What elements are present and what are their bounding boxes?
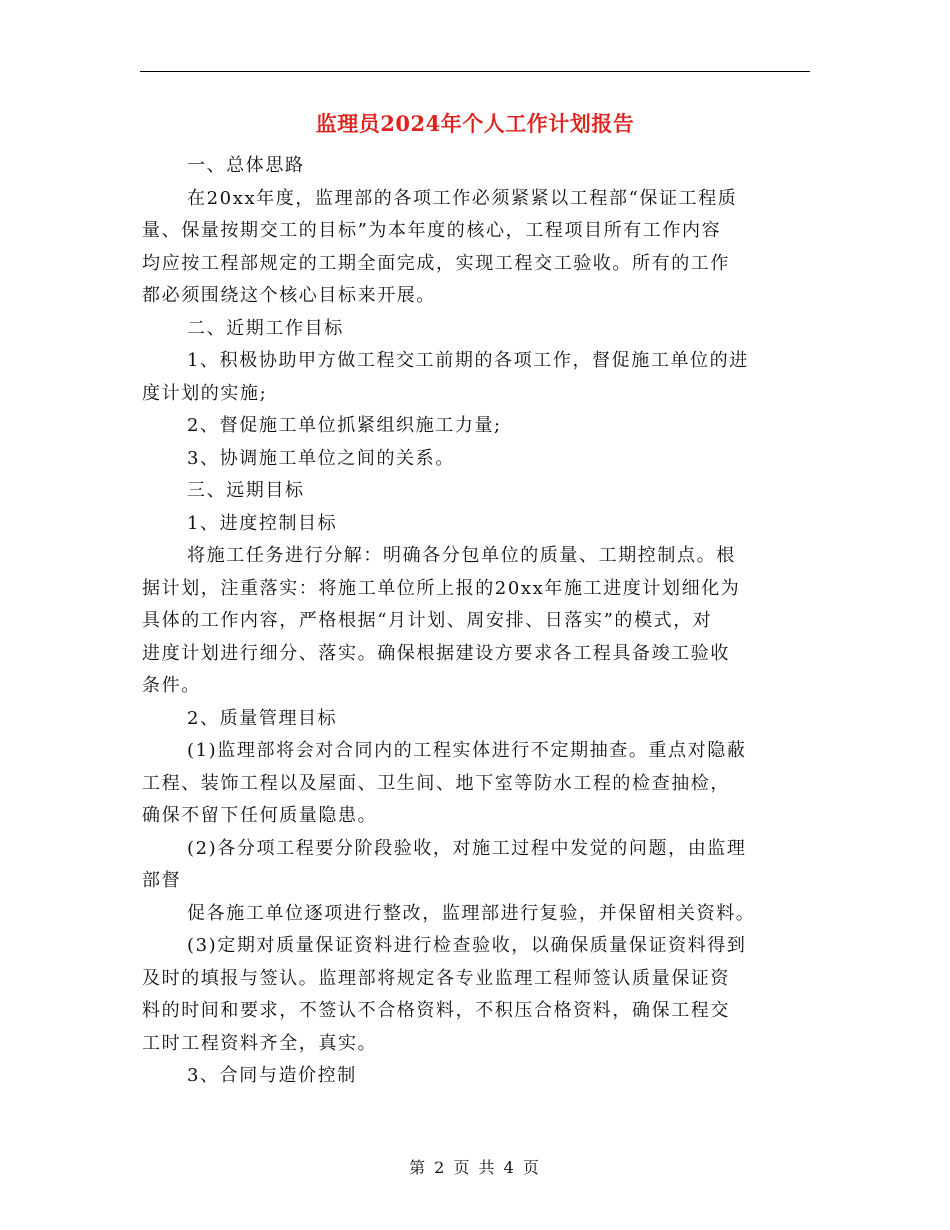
text-line: 促各施工单位逐项进行整改，监理部进行复验，并保留相关资料。 xyxy=(187,902,756,924)
text-line: 三、远期目标 xyxy=(187,480,305,501)
text-line: 均应按工程部规定的工期全面完成，实现工程交工验收。所有的工作 xyxy=(142,252,730,274)
text-line: 度计划的实施; xyxy=(142,382,268,404)
text-line: 确保不留下任何质量隐患。 xyxy=(142,805,378,826)
header-rule xyxy=(140,71,810,72)
text-line: 部督 xyxy=(142,870,182,891)
text-line: 工时工程资料齐全，真实。 xyxy=(142,1032,378,1054)
text-line: 工程、装饰工程以及屋面、卫生间、地下室等防水工程的检查抽检， xyxy=(142,772,730,794)
text-line: 将施工任务进行分解：明确各分包单位的质量、工期控制点。根 xyxy=(187,545,736,566)
text-line: 1、进度控制目标 xyxy=(187,512,338,534)
text-line: 3、合同与造价控制 xyxy=(187,1065,357,1086)
document-body xyxy=(142,150,810,1093)
text-line: 1、积极协助甲方做工程交工前期的各项工作，督促施工单位的进 xyxy=(187,350,749,371)
text-line: 一、总体思路 xyxy=(187,155,305,176)
text-line: 2、质量管理目标 xyxy=(187,707,338,729)
text-line: (1)监理部将会对合同内的工程实体进行不定期抽查。重点对隐蔽 xyxy=(187,740,747,761)
text-line: 进度计划进行细分、落实。确保根据建设方要求各工程具备竣工验收 xyxy=(142,642,730,664)
text-line: 在20xx年度，监理部的各项工作必须紧紧以工程部“保证工程质 xyxy=(187,187,738,209)
text-line: 量、保量按期交工的目标”为本年度的核心，工程项目所有工作内容 xyxy=(142,220,722,241)
text-line: (2)各分项工程要分阶段验收，对施工过程中发觉的问题，由监理 xyxy=(187,837,747,859)
text-line: 据计划，注重落实：将施工单位所上报的20xx年施工进度计划细化为 xyxy=(142,577,741,599)
text-line: 2、督促施工单位抓紧组织施工力量; xyxy=(187,415,502,436)
text-line: 都必须围绕这个核心目标来开展。 xyxy=(142,285,436,306)
text-line: 二、近期工作目标 xyxy=(187,317,344,339)
text-line: 条件。 xyxy=(142,675,201,696)
document-title: 监理员2024年个人工作计划报告 xyxy=(315,111,635,136)
text-line: (3)定期对质量保证资料进行检查验收，以确保质量保证资料得到 xyxy=(187,935,747,956)
page-footer: 第 2 页 共 4 页 xyxy=(409,1158,541,1177)
text-line: 具体的工作内容，严格根据“月计划、周安排、日落实”的模式，对 xyxy=(142,610,713,631)
text-line: 及时的填报与签认。监理部将规定各专业监理工程师签认质量保证资 xyxy=(142,967,730,989)
text-line: 3、协调施工单位之间的关系。 xyxy=(187,447,455,469)
text-line: 料的时间和要求，不签认不合格资料，不积压合格资料，确保工程交 xyxy=(142,1000,730,1021)
